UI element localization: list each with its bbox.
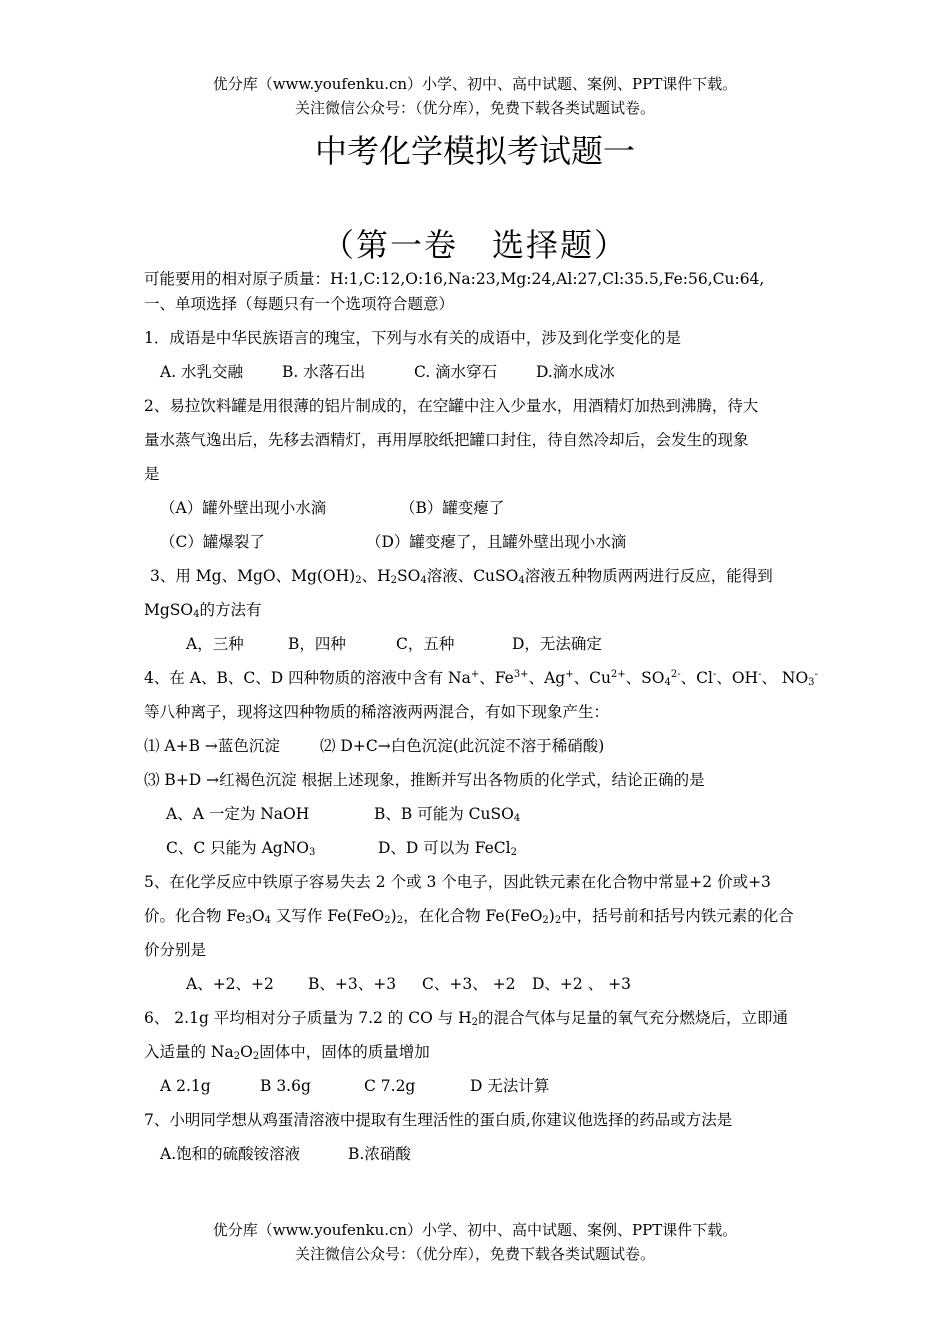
q3-option-d: D，无法确定	[512, 635, 602, 653]
q7-option-a: A.饱和的硫酸铵溶液	[160, 1145, 301, 1163]
q3-option-a: A，三种	[186, 635, 244, 653]
q2-options-row-1	[144, 491, 812, 525]
q5-option-c: C、+3、 +2	[422, 975, 516, 993]
footer-line-2: 关注微信公众号：（优分库），免费下载各类试题试卷。	[294, 1245, 655, 1263]
q4-condition-3: ⑶ B+D →红褐色沉淀 根据上述现象，推断并写出各物质的化学式，结论正确的是	[144, 771, 705, 789]
q4-options-row-2	[144, 831, 812, 865]
q3-options	[144, 627, 812, 661]
q2-stem-line-1: 2、易拉饮料罐是用很薄的铝片制成的，在空罐中注入少量水，用酒精灯加热到沸腾，待大	[144, 397, 759, 415]
q4-option-c: C、C 只能为 AgNO$_3$	[166, 839, 316, 858]
q6-stem-line-2: 入适量的 $Na_2O_2$固体中，固体的质量增加	[144, 1043, 430, 1062]
q2-options-row-2	[144, 525, 812, 559]
q5-stem-line-3: 价分别是	[144, 941, 207, 959]
q7-options	[144, 1137, 812, 1171]
q1-option-c: C. 滴水穿石	[414, 363, 498, 381]
q4-option-a: A、A 一定为 NaOH	[166, 805, 310, 823]
q5-stem-line-2: 价。化合物 $Fe_3O_4$ 又写作 $Fe(FeO_2)_2$，在化合物 $Fe(FeO_2)_2$中，括号前和括号内铁元素的化合	[144, 907, 794, 926]
q1-option-b: B. 水落石出	[282, 363, 366, 381]
q1-stem: 1．成语是中华民族语言的瑰宝，下列与水有关的成语中，涉及到化学变化的是	[144, 329, 681, 347]
q6-stem-line-1: 6、 2.1g 平均相对分子质量为 7.2 的 CO 与 $H_2$的混合气体与足量的氧气充分燃烧后，立即通	[144, 1009, 789, 1028]
q3-stem-line-2: MgSO$_4$的方法有	[144, 601, 262, 620]
q2-option-d: （D）罐变瘪了，且罐外壁出现小水滴	[366, 533, 627, 551]
q7-option-b: B.浓硝酸	[348, 1145, 411, 1163]
q4-options-row-1	[144, 797, 812, 831]
q4-condition-2: ⑵ D+C→白色沉淀(此沉淀不溶于稀硝酸)	[320, 737, 605, 755]
q2-stem-line-2: 量水蒸气逸出后，先移去酒精灯，再用厚胶纸把罐口封住，待自然冷却后，会发生的现象	[144, 431, 749, 449]
q4-stem-line-2: 等八种离子，现将这四种物质的稀溶液两两混合，有如下现象产生：	[144, 703, 610, 721]
q5-options	[144, 967, 812, 1001]
page-header	[0, 72, 950, 120]
q1-option-d: D.滴水成冰	[536, 363, 615, 381]
q4-option-d: D、D 可以为 FeCl$_2$	[378, 839, 517, 858]
document-subtitle: （第一卷 选择题）	[321, 226, 628, 264]
q1-option-a: A. 水乳交融	[160, 363, 244, 381]
q2-option-b: （B）罐变瘪了	[400, 499, 505, 517]
q4-condition-1: ⑴ A+B →蓝色沉淀	[144, 737, 280, 755]
q3-option-c: C，五种	[396, 635, 455, 653]
q2-stem-line-3: 是	[144, 465, 160, 483]
q6-option-d: D 无法计算	[470, 1077, 550, 1095]
document-title: 中考化学模拟考试题一	[314, 132, 635, 170]
footer-line-1: 优分库（www.youfenku.cn）小学、初中、高中试题、案例、PPT课件下载。	[212, 1221, 738, 1239]
q3-stem-line-1: 3、用 Mg、MgO、$Mg(OH)_2$、$H_2SO_4$溶液、CuSO$_4$溶液五种物质两两进行反应，能得到	[150, 567, 773, 586]
q1-options	[144, 355, 812, 389]
q5-stem-line-1: 5、在化学反应中铁原子容易失去 2 个或 3 个电子，因此铁元素在化合物中常显+2 价或+3	[144, 873, 771, 891]
q6-option-b: B 3.6g	[260, 1077, 311, 1095]
q4-option-b: B、B 可能为 CuSO$_4$	[374, 805, 521, 824]
q6-option-c: C 7.2g	[364, 1077, 416, 1095]
q2-option-c: （C）罐爆裂了	[160, 533, 265, 551]
header-line-1: 优分库（www.youfenku.cn）小学、初中、高中试题、案例、PPT课件下载。	[212, 75, 738, 93]
q4-condition-1-2	[144, 729, 812, 763]
q5-option-a: A、+2、+2	[186, 975, 274, 993]
q4-stem-line-1: 4、在 A、B、C、D 四种物质的溶液中含有 Na+、$Fe^{3+}$、Ag+、$Cu^{2+}$、$SO_4^{2-}$、Cl-、OH-、 $NO_3^-$	[144, 669, 818, 688]
q3-option-b: B，四种	[288, 635, 346, 653]
page-footer	[0, 1218, 950, 1266]
q5-option-d: D、+2 、 +3	[532, 975, 631, 993]
atomic-masses: 可能要用的相对原子质量：H:1,C:12,O:16,Na:23,Mg:24,Al:27,Cl:35.5,Fe:56,Cu:64,	[144, 270, 765, 288]
exam-content	[144, 267, 818, 1171]
q5-option-b: B、+3、+3	[308, 975, 397, 993]
q6-options	[144, 1069, 812, 1103]
header-line-2: 关注微信公众号：（优分库），免费下载各类试题试卷。	[294, 99, 655, 117]
q6-option-a: A 2.1g	[160, 1077, 211, 1095]
q7-stem: 7、小明同学想从鸡蛋清溶液中提取有生理活性的蛋白质,你建议他选择的药品或方法是	[144, 1111, 733, 1129]
section-heading: 一、单项选择（每题只有一个选项符合题意）	[144, 295, 455, 313]
q2-option-a: （A）罐外壁出现小水滴	[160, 499, 327, 517]
